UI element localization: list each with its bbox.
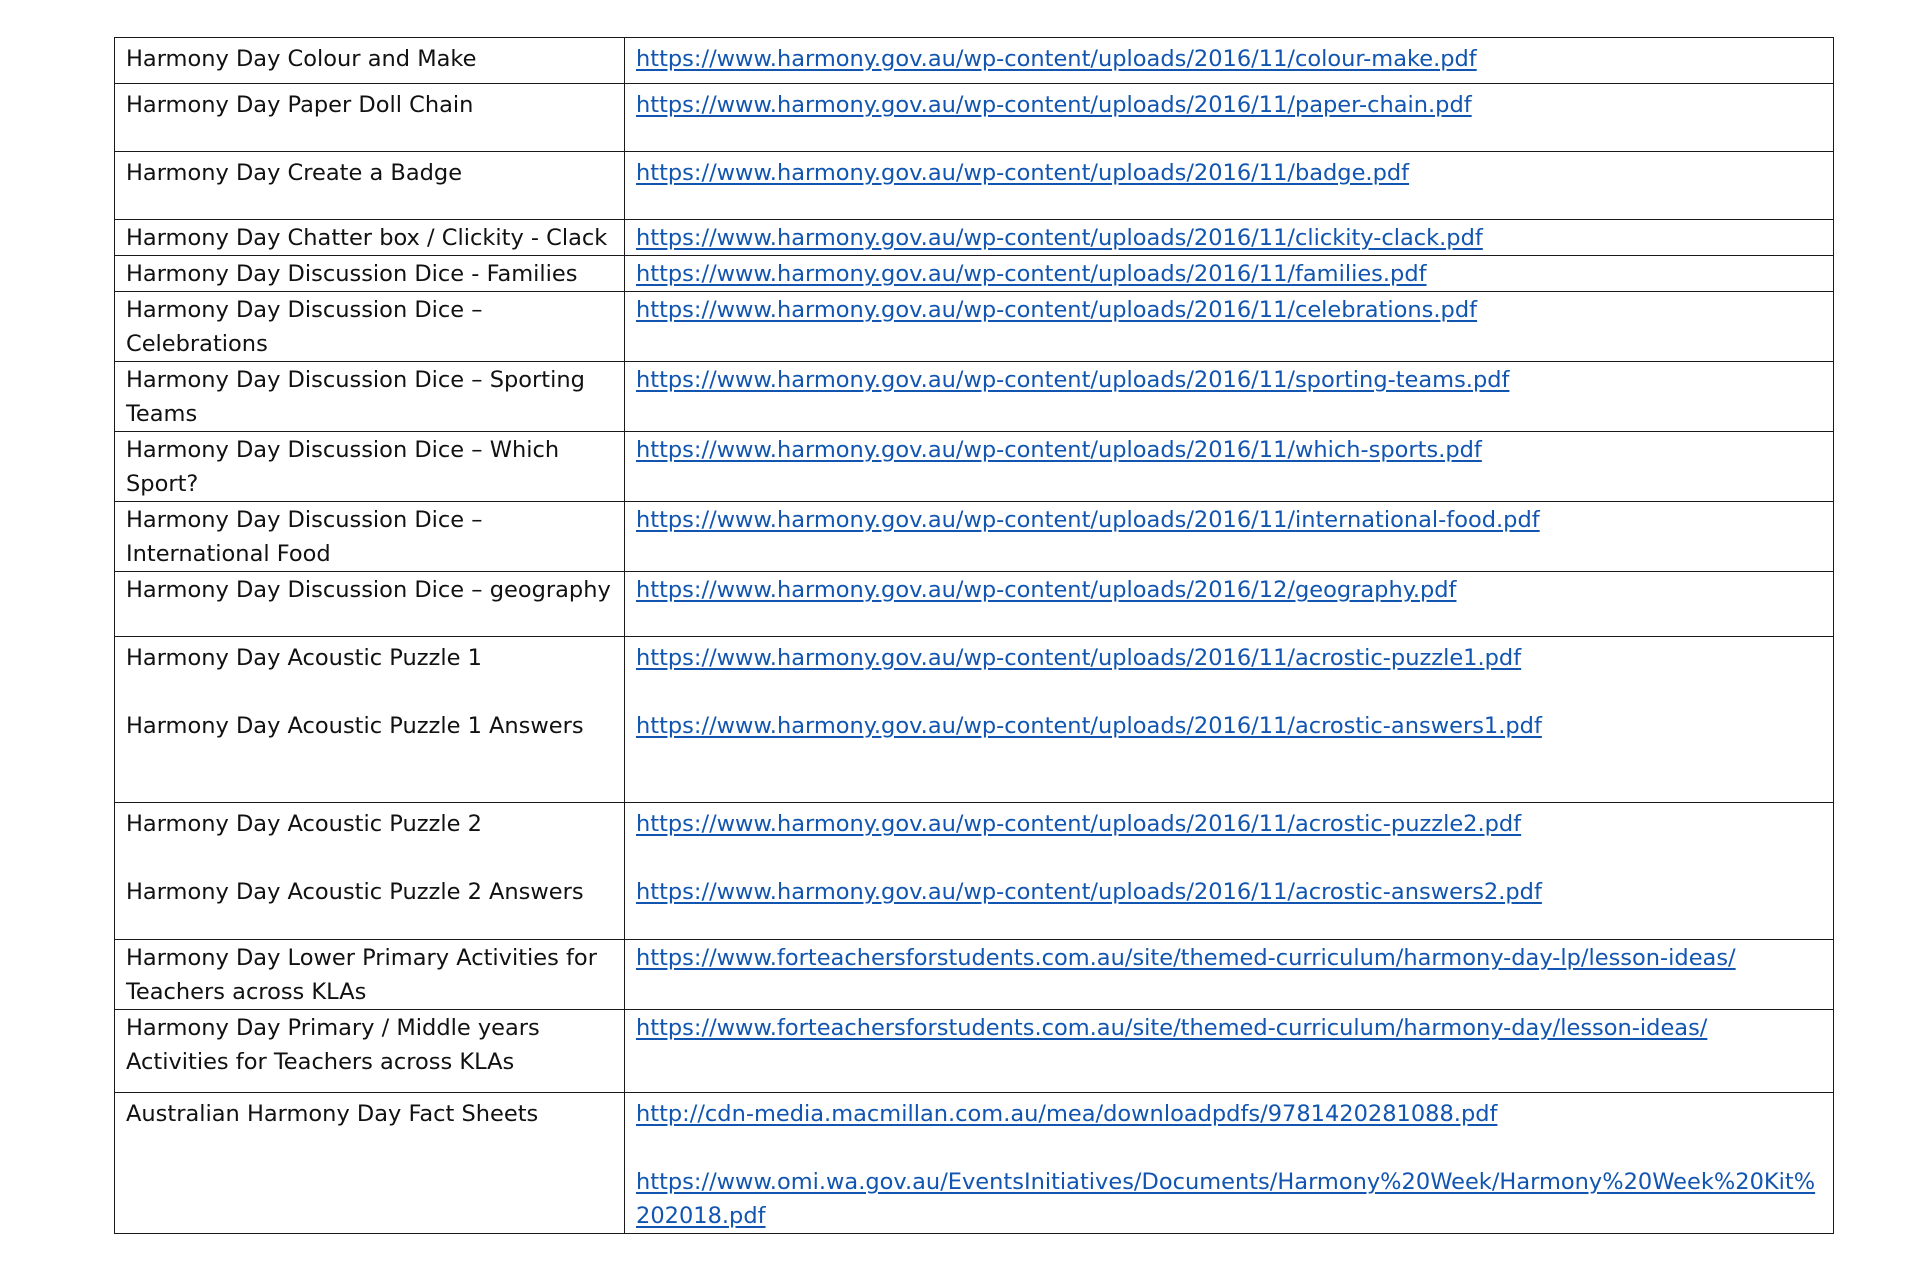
resource-name-cell [115, 502, 625, 572]
resource-link-cell [625, 1010, 1834, 1093]
resource-link-cell [625, 637, 1834, 803]
resource-link[interactable]: https://www.harmony.gov.au/wp-content/uploads/2016/11/badge.pdf [636, 160, 1410, 186]
resource-link[interactable]: https://www.harmony.gov.au/wp-content/uploads/2016/11/sporting-teams.pdf [636, 367, 1510, 393]
resource-link-cell [625, 572, 1834, 637]
resource-link-cell [625, 362, 1834, 432]
resource-link[interactable]: https://www.harmony.gov.au/wp-content/uploads/2016/12/geography.pdf [636, 577, 1457, 603]
resource-name: Harmony Day Acoustic Puzzle 1 Answers [126, 713, 584, 739]
resource-name: Harmony Day Colour and Make [126, 46, 477, 72]
document-page [114, 37, 1833, 1234]
resource-name: Harmony Day Discussion Dice – geography [126, 577, 611, 603]
resource-name: Harmony Day Discussion Dice - Families [126, 261, 578, 287]
resource-link-cell [625, 1093, 1834, 1234]
resource-link-cell [625, 940, 1834, 1010]
table-row [115, 292, 1834, 362]
resources-table [114, 37, 1834, 1234]
table-row [115, 502, 1834, 572]
resource-link-cell [625, 152, 1834, 220]
table-row [115, 940, 1834, 1010]
spacer [126, 675, 614, 709]
resource-name: Harmony Day Create a Badge [126, 160, 463, 186]
resource-link[interactable]: https://www.harmony.gov.au/wp-content/uploads/2016/11/paper-chain.pdf [636, 92, 1472, 118]
resource-name-cell [115, 637, 625, 803]
resource-name-cell [115, 256, 625, 292]
resource-name: Harmony Day Chatter box / Clickity - Clack [126, 225, 608, 251]
resource-name-cell [115, 803, 625, 940]
resource-link[interactable]: https://www.harmony.gov.au/wp-content/uploads/2016/11/acrostic-answers1.pdf [636, 713, 1542, 739]
resource-link[interactable]: https://www.harmony.gov.au/wp-content/uploads/2016/11/acrostic-puzzle2.pdf [636, 811, 1522, 837]
resource-name: Harmony Day Acoustic Puzzle 2 [126, 811, 482, 837]
table-row [115, 432, 1834, 502]
table-row [115, 362, 1834, 432]
resource-link-cell [625, 502, 1834, 572]
resource-name: Harmony Day Acoustic Puzzle 1 [126, 645, 482, 671]
table-row [115, 572, 1834, 637]
table-row [115, 1010, 1834, 1093]
table-row [115, 38, 1834, 84]
resource-link-cell [625, 292, 1834, 362]
resource-link[interactable]: https://www.harmony.gov.au/wp-content/uploads/2016/11/clickity-clack.pdf [636, 225, 1483, 251]
resource-link-cell [625, 220, 1834, 256]
resource-link-cell [625, 432, 1834, 502]
resource-link-cell [625, 803, 1834, 940]
resource-name-cell [115, 572, 625, 637]
resource-link[interactable]: https://www.harmony.gov.au/wp-content/uploads/2016/11/celebrations.pdf [636, 297, 1478, 323]
resource-link[interactable]: https://www.harmony.gov.au/wp-content/uploads/2016/11/acrostic-answers2.pdf [636, 879, 1542, 905]
spacer [636, 675, 1823, 709]
resource-name-cell [115, 432, 625, 502]
resource-name: Harmony Day Discussion Dice – Which Sport? [126, 437, 560, 497]
resource-name-cell [115, 220, 625, 256]
resource-name-cell [115, 152, 625, 220]
resource-link[interactable]: https://www.harmony.gov.au/wp-content/uploads/2016/11/acrostic-puzzle1.pdf [636, 645, 1522, 671]
spacer [126, 841, 614, 875]
resource-name-cell [115, 292, 625, 362]
resource-link[interactable]: https://www.omi.wa.gov.au/EventsInitiatives/Documents/Harmony%20Week/Harmony%20Week%20Kit%202018.pdf [636, 1169, 1816, 1229]
table-row [115, 152, 1834, 220]
resource-name: Harmony Day Acoustic Puzzle 2 Answers [126, 879, 584, 905]
resource-name: Harmony Day Paper Doll Chain [126, 92, 474, 118]
resource-name-cell [115, 38, 625, 84]
resource-name: Harmony Day Discussion Dice – International Food [126, 507, 483, 567]
table-row [115, 220, 1834, 256]
resource-name-cell [115, 940, 625, 1010]
spacer [636, 841, 1823, 875]
resource-link[interactable]: https://www.harmony.gov.au/wp-content/uploads/2016/11/colour-make.pdf [636, 46, 1477, 72]
resource-name: Harmony Day Lower Primary Activities for Teachers across KLAs [126, 945, 597, 1005]
table-row [115, 637, 1834, 803]
resource-name-cell [115, 1010, 625, 1093]
resource-link[interactable]: https://www.harmony.gov.au/wp-content/uploads/2016/11/families.pdf [636, 261, 1427, 287]
table-row [115, 1093, 1834, 1234]
resource-link[interactable]: https://www.harmony.gov.au/wp-content/uploads/2016/11/international-food.pdf [636, 507, 1540, 533]
spacer [636, 1131, 1823, 1165]
resource-name-cell [115, 84, 625, 152]
resource-name-cell [115, 1093, 625, 1234]
resource-name: Harmony Day Primary / Middle years Activities for Teachers across KLAs [126, 1015, 540, 1075]
resource-link-cell [625, 38, 1834, 84]
resource-link[interactable]: https://www.harmony.gov.au/wp-content/uploads/2016/11/which-sports.pdf [636, 437, 1482, 463]
table-row [115, 256, 1834, 292]
resource-link-cell [625, 256, 1834, 292]
resource-link-cell [625, 84, 1834, 152]
table-row [115, 803, 1834, 940]
resource-name: Harmony Day Discussion Dice – Celebrations [126, 297, 483, 357]
resource-name: Australian Harmony Day Fact Sheets [126, 1101, 539, 1127]
resource-name: Harmony Day Discussion Dice – Sporting Teams [126, 367, 585, 427]
table-row [115, 84, 1834, 152]
resource-link[interactable]: http://cdn-media.macmillan.com.au/mea/downloadpdfs/9781420281088.pdf [636, 1101, 1498, 1127]
resource-link[interactable]: https://www.forteachersforstudents.com.au/site/themed-curriculum/harmony-day-lp/lesson-ideas/ [636, 945, 1736, 971]
resource-name-cell [115, 362, 625, 432]
resource-link[interactable]: https://www.forteachersforstudents.com.au/site/themed-curriculum/harmony-day/lesson-ideas/ [636, 1015, 1708, 1041]
